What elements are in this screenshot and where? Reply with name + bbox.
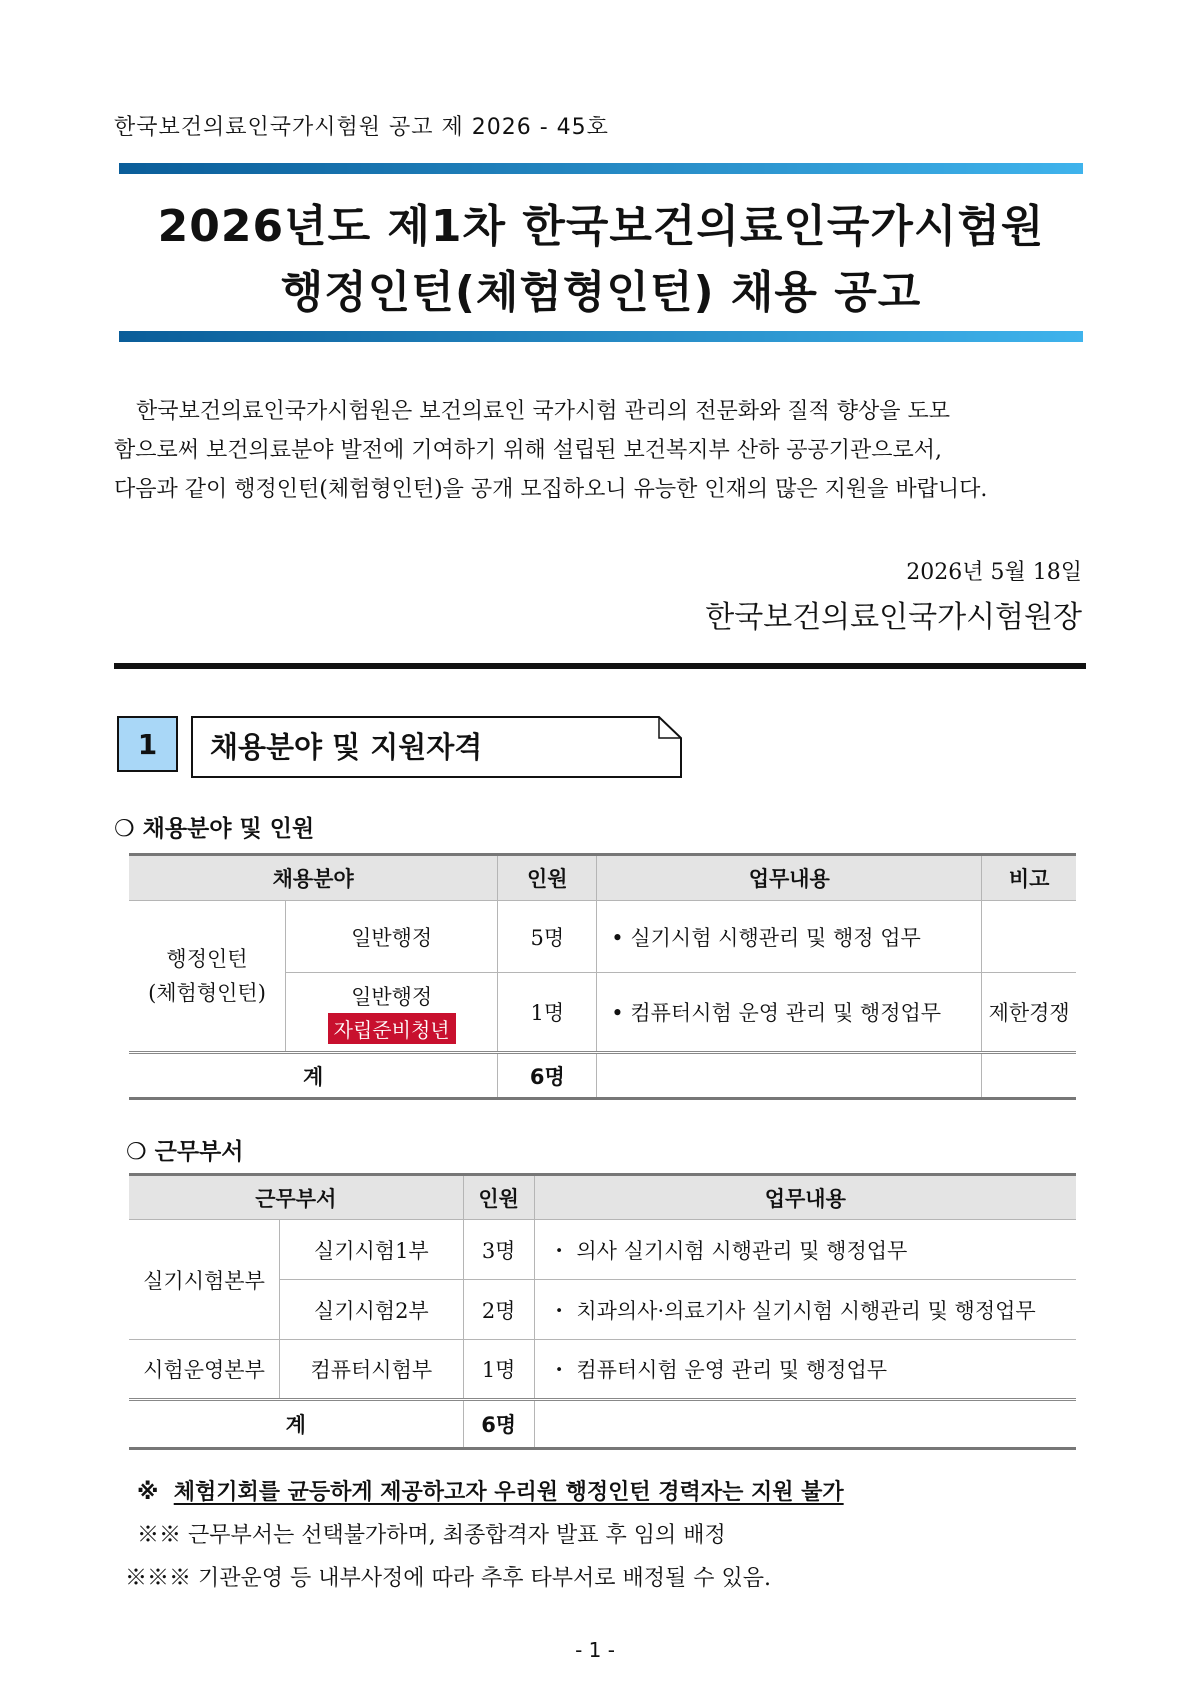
dept-sub: 실기시험2부 (280, 1280, 464, 1340)
duty-cell: ・ 의사 실기시험 시행관리 및 행정업무 (534, 1220, 1076, 1280)
header-duty: 업무내용 (597, 855, 982, 901)
table-row (129, 1340, 1076, 1400)
title-line-2: 행정인턴(체험형인턴) 채용 공고 (280, 267, 922, 318)
title-line-1: 2026년도 제1차 한국보건의료인국가시험원 (157, 201, 1045, 252)
note-1-text: 체험기회를 균등하게 제공하고자 우리원 행정인턴 경력자는 지원 불가 (173, 1480, 844, 1505)
group-line-2: (체험형인턴) (148, 981, 266, 1005)
departments-table (129, 1173, 1076, 1450)
duty-cell: • 실기시험 시행관리 및 행정 업무 (597, 901, 982, 973)
total-count: 6명 (498, 1053, 597, 1099)
duty-cell: ・ 치과의사·의료기사 실기시험 시행관리 및 행정업무 (534, 1280, 1076, 1340)
intro-paragraph (114, 392, 1082, 509)
recruit-table (129, 853, 1076, 1100)
total-label: 계 (129, 1053, 498, 1099)
page-number: - 1 - (575, 1638, 615, 1662)
intro-line-3: 다음과 같이 행정인턴(체험형인턴)을 공개 모집하오니 유능한 인재의 많은 지원을 바랍니다. (114, 477, 988, 502)
dept-sub: 실기시험1부 (280, 1220, 464, 1280)
duty-cell: • 컴퓨터시험 운영 관리 및 행정업무 (597, 973, 982, 1053)
dept-group: 시험운영본부 (129, 1340, 280, 1400)
note-1 (137, 1475, 844, 1506)
departments-heading: ❍ 근무부서 (126, 1139, 244, 1165)
notice-number: 한국보건의료인국가시험원 공고 제 2026 - 45호 (114, 115, 609, 140)
title-top-bar (119, 163, 1083, 174)
sub-field-cell (286, 973, 498, 1053)
count-cell: 5명 (498, 901, 597, 973)
note-1-mark: ※ (137, 1480, 159, 1505)
note-cell (982, 901, 1076, 973)
sub-field: 일반행정 (286, 901, 498, 973)
header-duty: 업무내용 (534, 1175, 1076, 1220)
youth-badge: 자립준비청년 (328, 1013, 456, 1044)
note-cell: 제한경쟁 (982, 973, 1076, 1053)
issuer: 한국보건의료인국가시험원장 (705, 600, 1082, 635)
table-row (129, 1220, 1076, 1280)
count-cell: 2명 (463, 1280, 534, 1340)
note-2: ※※ 근무부서는 선택불가하며, 최종합격자 발표 후 임의 배정 (137, 1523, 726, 1548)
total-label: 계 (129, 1400, 463, 1449)
header-count: 인원 (498, 855, 597, 901)
total-count: 6명 (463, 1400, 534, 1449)
intro-line-1: 한국보건의료인국가시험원은 보건의료인 국가시험 관리의 전문화와 질적 향상을 도모 (136, 399, 951, 424)
duty-cell: ・ 컴퓨터시험 운영 관리 및 행정업무 (534, 1340, 1076, 1400)
divider (114, 663, 1086, 669)
count-cell: 3명 (463, 1220, 534, 1280)
header-count: 인원 (463, 1175, 534, 1220)
intro-line-2: 함으로써 보건의료분야 발전에 기여하기 위해 설립된 보건복지부 산하 공공기관으로서, (114, 438, 943, 463)
recruit-heading: ❍ 채용분야 및 인원 (114, 816, 315, 842)
dept-group: 실기시험본부 (129, 1220, 280, 1340)
dept-sub: 컴퓨터시험부 (280, 1340, 464, 1400)
title-bottom-bar (119, 331, 1083, 342)
group-cell (129, 901, 286, 1053)
count-cell: 1명 (498, 973, 597, 1053)
total-row (129, 1400, 1076, 1449)
total-row (129, 1053, 1076, 1099)
header-field: 채용분야 (129, 855, 498, 901)
sub-field: 일반행정 (351, 984, 433, 1009)
section-title: 채용분야 및 지원자격 (210, 730, 483, 764)
table-row (129, 901, 1076, 973)
header-note: 비고 (982, 855, 1076, 901)
section-number: 1 (117, 716, 178, 772)
count-cell: 1명 (463, 1340, 534, 1400)
group-line-1: 행정인턴 (166, 947, 248, 971)
header-dept: 근무부서 (129, 1175, 463, 1220)
announcement-date: 2026년 5월 18일 (906, 560, 1082, 585)
note-3: ※※※ 기관운영 등 내부사정에 따라 추후 타부서로 배정될 수 있음. (125, 1566, 771, 1591)
